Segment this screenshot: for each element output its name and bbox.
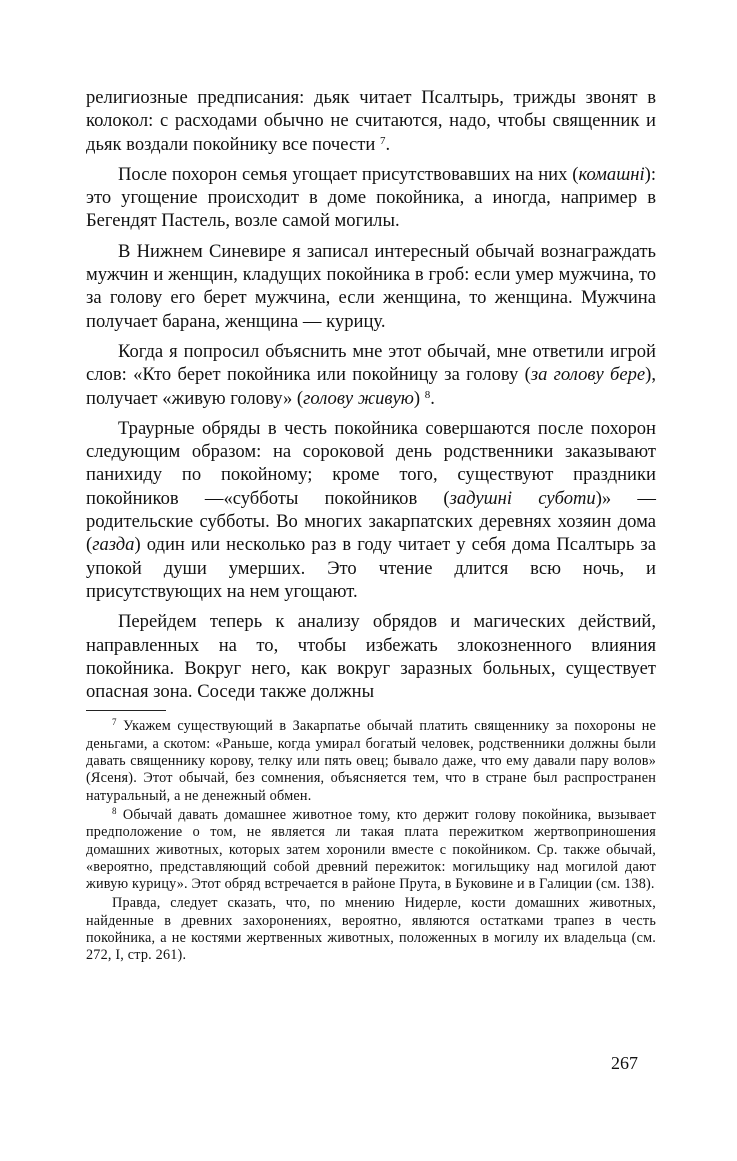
text-run: ): [413, 387, 425, 409]
footnote-ref: 7: [379, 134, 386, 147]
footnote: [86, 807, 656, 893]
footnote-text: Укажем существующий в Закарпатье обычай платить священнику за похороны не деньгами, а скотом: «Раньше, когда умирал богатый человек, родственники должны были давать священнику корову, телку или пять овец; бывало даже, что ему давали пару волов» (Ясеня). Этот обычай, без сомнения, объясняется тем, что в стране был распространен натуральный, а не денежный обмен.: [86, 718, 656, 804]
paragraph: [86, 417, 656, 603]
text-run: религиозные предписания: дьяк читает Псалтырь, трижды звонят в колокол: с расходами обычно не считаются, надо, чтобы священник и дьяк воздали покойнику все почести: [86, 87, 656, 155]
paragraph: [86, 340, 656, 410]
text-run: ): это угощение происходит в доме покойника, а иногда, например в Бегендят Пастель, возле самой могилы.: [86, 163, 656, 232]
text-run: .: [430, 387, 435, 409]
italic-term: голову живую: [303, 387, 414, 409]
paragraph: [86, 163, 656, 233]
footnotes: [86, 718, 656, 964]
footnote-separator: [86, 710, 166, 711]
text-run: )» — родительские субботы. Во многих закарпатских деревнях хозяин дома (: [86, 487, 656, 556]
text-run: Когда я попросил объяснить мне этот обычай, мне ответили игрой слов: «Кто берет покойника или покойницу за голову (: [86, 340, 656, 386]
italic-term: за голову бере: [530, 364, 646, 386]
italic-term: задушнi суботи: [449, 487, 596, 509]
footnote-text: Правда, следует сказать, что, по мнению Нидерле, кости домашних животных, найденные в древних захоронениях, вероятно, являются остатками трапез в честь покойника, а не костями жертвенных животных, положенных в могилу их владельца (см. 272, I, стр. 261).: [86, 895, 656, 964]
footnote: [86, 895, 656, 964]
paragraph: [86, 610, 656, 703]
main-text: [86, 86, 656, 703]
paragraph: [86, 240, 656, 333]
text-run: После похорон семья угощает присутствовавших на них (: [118, 163, 579, 185]
footnote-text: Обычай давать домашнее животное тому, кто держит голову покойника, вызывает предположение о том, не является ли такая плата пережитком жертвоприношения домашних животных, которых затем хоронили вместе с покойником. Ср. также обычай, «вероятно, представляющий собой древний пережиток: могильщику над могилой дают живую курицу». Этот обряд встречается в районе Прута, в Буковине и в Галиции (см. 138).: [86, 806, 656, 893]
text-run: .: [385, 133, 391, 155]
paragraph: [86, 86, 656, 156]
text-run: Траурные обряды в честь покойника совершаются после похорон следующим образом: на сороковой день родственники заказывают панихиду по покойному; кроме того, существуют праздники покойников —«субботы покойников (: [86, 417, 656, 509]
footnote-ref: 8: [424, 388, 431, 401]
footnote-number: 7: [112, 717, 117, 728]
footnote: [86, 718, 656, 804]
italic-term: газда: [92, 534, 135, 556]
footnote-number: 8: [112, 805, 117, 816]
page-number: 267: [611, 1053, 638, 1073]
text-run: Перейдем теперь к анализу обрядов и магических действий, направленных на то, чтобы избежать злокозненного влияния покойника. Вокруг него, как вокруг заразных больных, существует опасная зона. Соседи также должны: [86, 611, 656, 703]
italic-term: комашнi: [578, 163, 645, 185]
book-page: [86, 86, 656, 967]
text-run: ), получает «живую голову» (: [86, 364, 656, 409]
text-run: В Нижнем Синевире я записал интересный обычай вознаграждать мужчин и женщин, кладущих покойника в гроб: если умер мужчина, то за голову его берет мужчина, если женщина, то женщина. Мужчина получает барана, женщина — курицу.: [86, 240, 656, 332]
text-run: ) один или несколько раз в году читает у себя дома Псалтырь за упокой души умерших. Это чтение длится всю ночь, и присутствующих на нем угощают.: [86, 534, 656, 602]
